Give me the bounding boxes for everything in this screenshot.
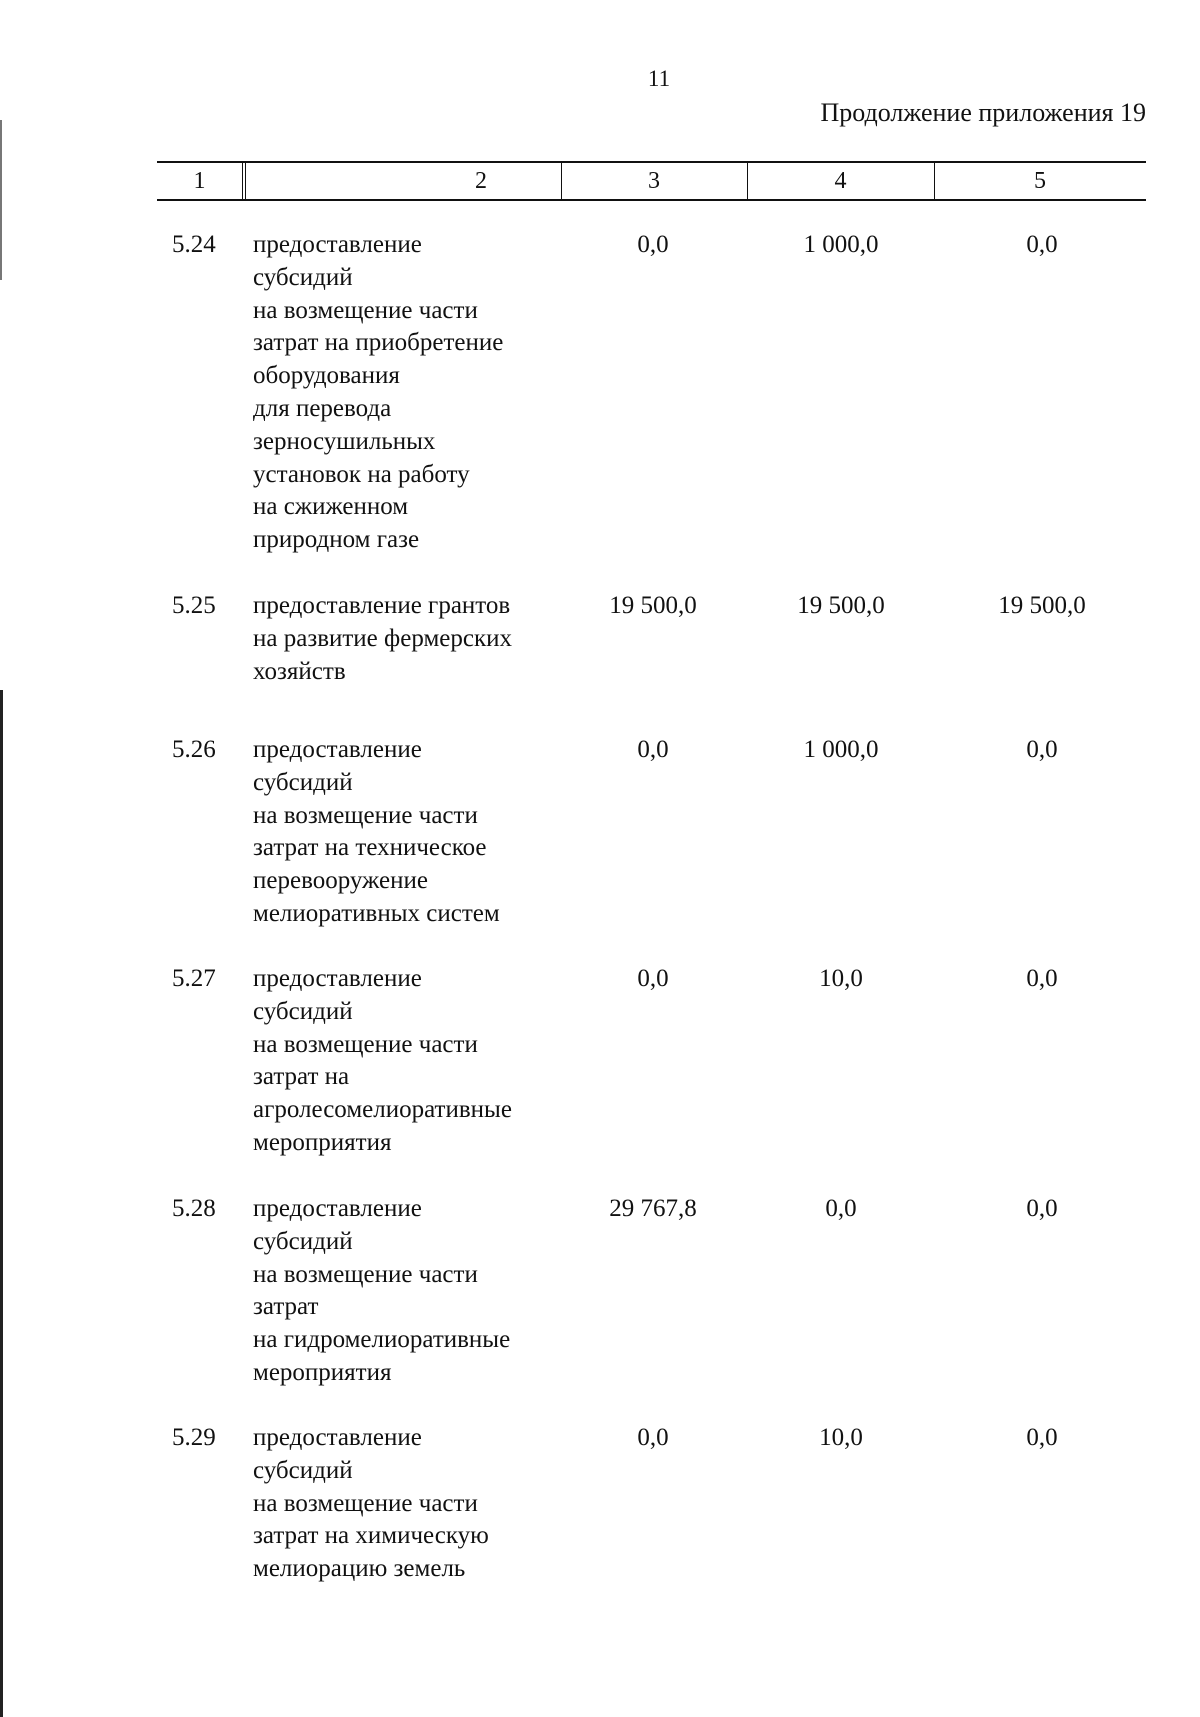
description-line: предоставление [253,965,422,992]
value-column-5: 0,0 [1026,231,1058,258]
value-column-5: 19 500,0 [998,592,1086,619]
description-line: затрат на приобретение [253,329,504,357]
description-line: затрат на химическую [253,1522,489,1550]
table-header-row [157,161,1146,201]
description-line: хозяйств [253,657,346,685]
page-number: 11 [647,66,671,91]
description-line: агролесомелиоративные [253,1096,512,1124]
column-header-1: 1 [193,168,206,194]
description-line: установок на работу [253,460,470,488]
description-line: субсидий [253,768,353,796]
row-number: 5.28 [172,1195,216,1222]
description-line: мелиоративных систем [253,899,500,927]
value-column-4: 10,0 [819,965,863,992]
description-line: на возмещение части [253,801,478,829]
description-line: затрат на техническое [253,834,487,862]
row-description [253,734,583,931]
value-column-3: 0,0 [637,231,669,258]
scan-edge-mark [0,120,2,280]
description-line: на гидромелиоративные [253,1326,511,1354]
value-column-3: 0,0 [637,1424,669,1451]
continuation-heading: Продолжение приложения 19 [820,98,1146,127]
description-line: мероприятия [253,1358,392,1386]
description-line: субсидий [253,1456,353,1484]
description-line: предоставление грантов [253,592,511,619]
value-column-3: 0,0 [637,736,669,763]
description-line: оборудования [253,362,400,390]
column-header-2: 2 [475,168,487,194]
description-line: зерносушильных [253,427,436,455]
value-column-5: 0,0 [1026,1195,1058,1222]
value-column-4: 19 500,0 [797,592,885,619]
value-column-5: 0,0 [1026,965,1058,992]
row-number: 5.25 [172,592,216,619]
description-line: затрат на [253,1063,350,1091]
description-line: мероприятия [253,1128,392,1156]
description-line: на развитие фермерских [253,624,512,652]
description-line: субсидий [253,1227,353,1255]
row-description [253,1193,583,1390]
column-header-4: 4 [834,168,847,194]
value-column-4: 10,0 [819,1424,863,1451]
scan-edge-mark [0,690,3,1717]
description-line: для перевода [253,394,392,422]
value-column-4: 0,0 [825,1195,857,1222]
description-line: субсидий [253,263,353,291]
column-header-5: 5 [1034,168,1046,194]
value-column-3: 29 767,8 [609,1195,697,1222]
column-divider [242,163,243,199]
value-column-5: 0,0 [1026,1424,1058,1451]
description-line: на возмещение части [253,1030,478,1058]
column-header-3: 3 [648,168,660,194]
row-description [253,229,583,557]
description-line: на сжиженном [253,493,409,521]
description-line: перевооружение [253,867,428,895]
description-line: затрат [253,1293,319,1321]
row-number: 5.24 [172,231,216,258]
row-description [253,590,583,688]
value-column-3: 0,0 [637,965,669,992]
row-description [253,963,583,1160]
description-line: субсидий [253,997,353,1025]
description-line: предоставление [253,1195,422,1222]
row-description [253,1422,583,1586]
description-line: природном газе [253,526,420,554]
description-line: на возмещение части [253,1489,478,1517]
description-line: на возмещение части [253,1260,478,1288]
value-column-4: 1 000,0 [803,736,879,763]
value-column-4: 1 000,0 [803,231,879,258]
row-number: 5.27 [172,965,216,992]
description-line: предоставление [253,1424,422,1451]
value-column-3: 19 500,0 [609,592,697,619]
row-number: 5.26 [172,736,216,763]
value-column-5: 0,0 [1026,736,1058,763]
description-line: предоставление [253,231,422,258]
description-line: предоставление [253,736,422,763]
description-line: мелиорацию земель [253,1555,466,1583]
row-number: 5.29 [172,1424,216,1451]
description-line: на возмещение части [253,296,478,324]
